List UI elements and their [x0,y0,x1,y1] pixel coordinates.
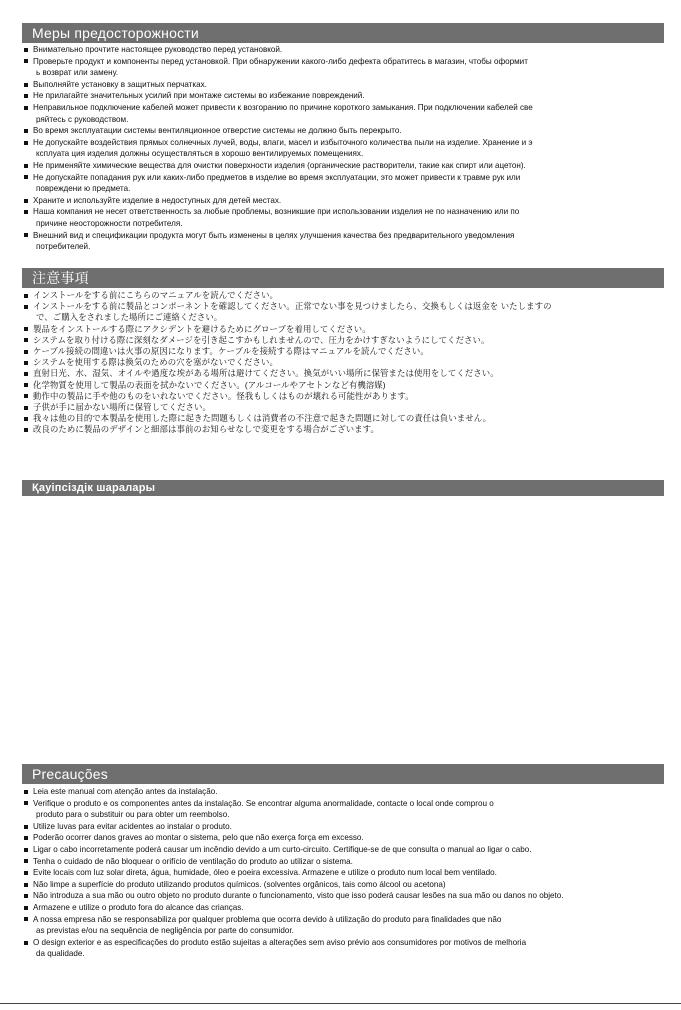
section-title-kz: Қауіпсіздік шаралары [32,482,156,494]
bullet-icon [24,417,28,421]
precaution-item [24,890,664,902]
precaution-text-continued: produto para o substituir ou para obter um reembolso. [36,810,230,820]
precaution-text: Внимательно прочтите настоящее руководство перед установкой. [33,45,283,54]
bullet-icon [24,941,28,945]
precaution-text-continued: da qualidade. [36,949,85,959]
precaution-text: 子供が手に届かない場所に保管してください。 [33,402,211,413]
precaution-text-continued: as previstas e/ou na sequência de negligência por parte do consumidor. [36,926,294,936]
precaution-item [24,56,664,79]
precaution-text: O design exterior e as especificações do produto estão sujeitas a alterações sem aviso prévio aos consumidores por motivos de melhoria [33,937,527,947]
bullet-icon [24,428,28,432]
section-title-ru: Меры предосторожности [32,25,199,41]
bullet-icon [24,94,28,98]
bullet-icon [24,59,28,63]
precaution-text: 化学物質を使用して製品の表面を拭かないでください。(アルコールやアセトンなど有機溶媒) [33,379,386,390]
precaution-text: Внешний вид и спецификации продукта могут быть изменены в целях улучшения качества без предварительного уведомления [33,230,515,240]
precaution-item [24,137,664,160]
precaution-text: 我々は他の目的で本製品を使用した際に起きた問題もしくは消費者の不注意で起きた問題に対しての責任は負いません。 [33,413,492,424]
precaution-item [24,335,664,346]
precaution-item [24,195,664,207]
precaution-text-continued: ксплуата ция изделия должны осуществляться в хорошо вентилируемых помещениях. [36,149,364,159]
bullet-icon [24,917,28,921]
precaution-text: ケーブル接続の間違いは火事の原因になります。ケーブルを接続する際はマニュアルを読んでください。 [33,346,429,357]
precaution-item [24,424,664,435]
bullet-icon [24,141,28,145]
bullet-icon [24,836,28,840]
precaution-text: Наша компания не несет ответственность за любые проблемы, возникшие при использовании изделия не по назначению или по [33,207,520,217]
bullet-icon [24,338,28,342]
precaution-item [24,821,664,833]
precautions-list-ru [24,44,664,253]
precaution-item [24,867,664,879]
precaution-item [24,879,664,891]
bullet-icon [24,406,28,410]
precaution-item [24,324,664,335]
precaution-item [24,357,664,368]
precaution-text: Не прилагайте значительных усилий при монтаже системы во избежание повреждений. [33,91,365,101]
precaution-text: Храните и используйте изделие в недоступных для детей местах. [33,195,282,205]
precaution-item [24,125,664,137]
bullet-icon [24,48,28,52]
precaution-item [24,391,664,402]
bullet-icon [24,361,28,365]
precaution-text-continued: причине неосторожности потребителя. [36,218,183,228]
precaution-text: Ligar o cabo incorretamente poderá causar um incêndio devido a um curto-circuito. Certifique-se de que consulta o manual ao ligar o cabo. [33,844,532,854]
precaution-item [24,290,664,301]
bullet-icon [24,164,28,168]
precaution-text: 直射日光、水、湿気、オイルや過度な埃がある場所は避けてください。換気がいい場所に保管または使用をしてください。 [33,368,499,379]
bullet-icon [24,305,28,309]
section-header-jp [22,268,664,288]
precaution-text: Leia este manual com atenção antes da instalação. [33,787,218,796]
precaution-text: Неправильное подключение кабелей может привести к возгоранию по причине короткого замыкания. При подключении кабелей све [33,102,533,112]
precaution-text-continued: ряйтесь с руководством. [36,114,129,124]
bullet-icon [24,175,28,179]
bullet-icon [24,859,28,863]
precaution-text-continued: で、ご購入をされました場所にご連絡ください。 [36,312,223,323]
precaution-item [24,380,664,391]
section-title-jp: 注意事項 [32,270,89,286]
bullet-icon [24,83,28,87]
precaution-item [24,206,664,229]
bullet-icon [24,350,28,354]
precaution-item [24,413,664,424]
precaution-item [24,102,664,125]
bullet-icon [24,394,28,398]
precaution-item [24,937,664,960]
precaution-item [24,90,664,102]
bullet-icon [24,294,28,298]
precaution-text: A nossa empresa não se responsabiliza por qualquer problema que ocorra devido à utilização do produto para finalidades que não [33,914,502,924]
precaution-text: Verifique o produto e os componentes antes da instalação. Se encontrar alguma anormalidade, contacte o local onde comprou o [33,798,494,808]
precaution-item [24,856,664,868]
precaution-item [24,160,664,172]
precaution-text: 改良のために製品のデザインと細部は事前のお知らせなしで変更をする場合がございます。 [33,424,379,435]
precaution-text: Не допускайте воздействия прямых солнечных лучей, воды, влаги, масел и избыточного количества пыли на изделие. Хранение и э [33,137,533,147]
bullet-icon [24,233,28,237]
bullet-icon [24,825,28,829]
bullet-icon [24,129,28,133]
bullet-icon [24,106,28,110]
precaution-text-continued: ь возврат или замену. [36,68,119,78]
precaution-text: Poderão ocorrer danos graves ao montar o sistema, pelo que não exerça força em excesso. [33,833,364,843]
precaution-text: Não introduza a sua mão ou outro objeto no produto durante o funcionamento, visto que isso poderá causar lesões na sua mão ou danos no objeto. [33,891,564,901]
precaution-item [24,172,664,195]
precaution-item [24,786,664,798]
precautions-list-jp [24,290,664,436]
precaution-text: Não limpe a superfície do produto utilizando produtos químicos. (solventes orgânicos, tais como álcool ou acetona) [33,879,446,889]
bullet-icon [24,790,28,794]
precaution-item [24,230,664,253]
bullet-icon [24,372,28,376]
precaution-item [24,832,664,844]
precaution-text: インストールをする前に製品とコンポーネントを確認してください。正常でない事を見つけましたら、交換もしくは返金を いたしますの [33,301,552,312]
bullet-icon [24,210,28,214]
page-bottom-rule [0,1003,681,1004]
precaution-text: Utilize luvas para evitar acidentes ao instalar o produto. [33,821,232,831]
precaution-text: Не применяйте химические вещества для очистки поверхности изделия (органические растворители, такие как спирт или ацетон). [33,160,526,170]
section-title-pt: Precauções [32,766,108,782]
precaution-item [24,79,664,91]
precaution-item [24,346,664,357]
precaution-text: 製品をインストールする際にアクシデントを避けるためにグローブを着用してください。 [33,323,371,334]
bullet-icon [24,327,28,331]
precaution-item [24,798,664,821]
section-header-pt [22,764,664,784]
precaution-text: Во время эксплуатации системы вентиляционное отверстие системы не должно быть перекрыто. [33,126,402,136]
precaution-item [24,44,664,56]
precaution-item [24,402,664,413]
bullet-icon [24,848,28,852]
section-header-ru [22,23,664,43]
precaution-item [24,301,664,323]
precaution-text: Проверьте продукт и компоненты перед установкой. При обнаружении какого-либо дефекта обратитесь в магазин, чтобы оформит [33,56,528,66]
bullet-icon [24,199,28,203]
precaution-text-continued: повреждени ю предмета. [36,184,131,194]
precaution-text: システムを使用する際は換気のための穴を塞がないでください。 [33,357,278,368]
bullet-icon [24,383,28,387]
precaution-text: Не допускайте попадания рук или каких-либо предметов в изделие во время эксплуатации, это может привести к травме рук или [33,172,521,182]
precaution-text: Выполняйте установку в защитных перчатках. [33,79,207,89]
precaution-text: Armazene e utilize o produto fora do alcance das crianças. [33,902,244,912]
bullet-icon [24,894,28,898]
bullet-icon [24,801,28,805]
precautions-list-pt [24,786,664,960]
precaution-text: Evite locais com luz solar direta, água, humidade, óleo e poeira excessiva. Armazene e utilize o produto num local bem ventilado. [33,868,497,878]
section-header-kz [22,480,664,496]
precaution-text: Tenha o cuidado de não bloquear o orifício de ventilação do produto ao utilizar o sistema. [33,856,353,866]
precaution-item [24,914,664,937]
bullet-icon [24,906,28,910]
precaution-text: インストールをする前にこちらのマニュアルを読んでください。 [33,290,279,300]
precaution-item [24,902,664,914]
precaution-text: システムを取り付ける際に深刻なダメージを引き起こすかもしれませんので、圧力をかけすぎないようにしてください。 [33,334,490,345]
precaution-item [24,844,664,856]
precaution-text-continued: потребителей. [36,242,91,252]
bullet-icon [24,871,28,875]
precaution-item [24,368,664,379]
precaution-text: 動作中の製品に手や他のものをいれないでください。怪我もしくはものが壊れる可能性があります。 [33,390,414,401]
bullet-icon [24,883,28,887]
